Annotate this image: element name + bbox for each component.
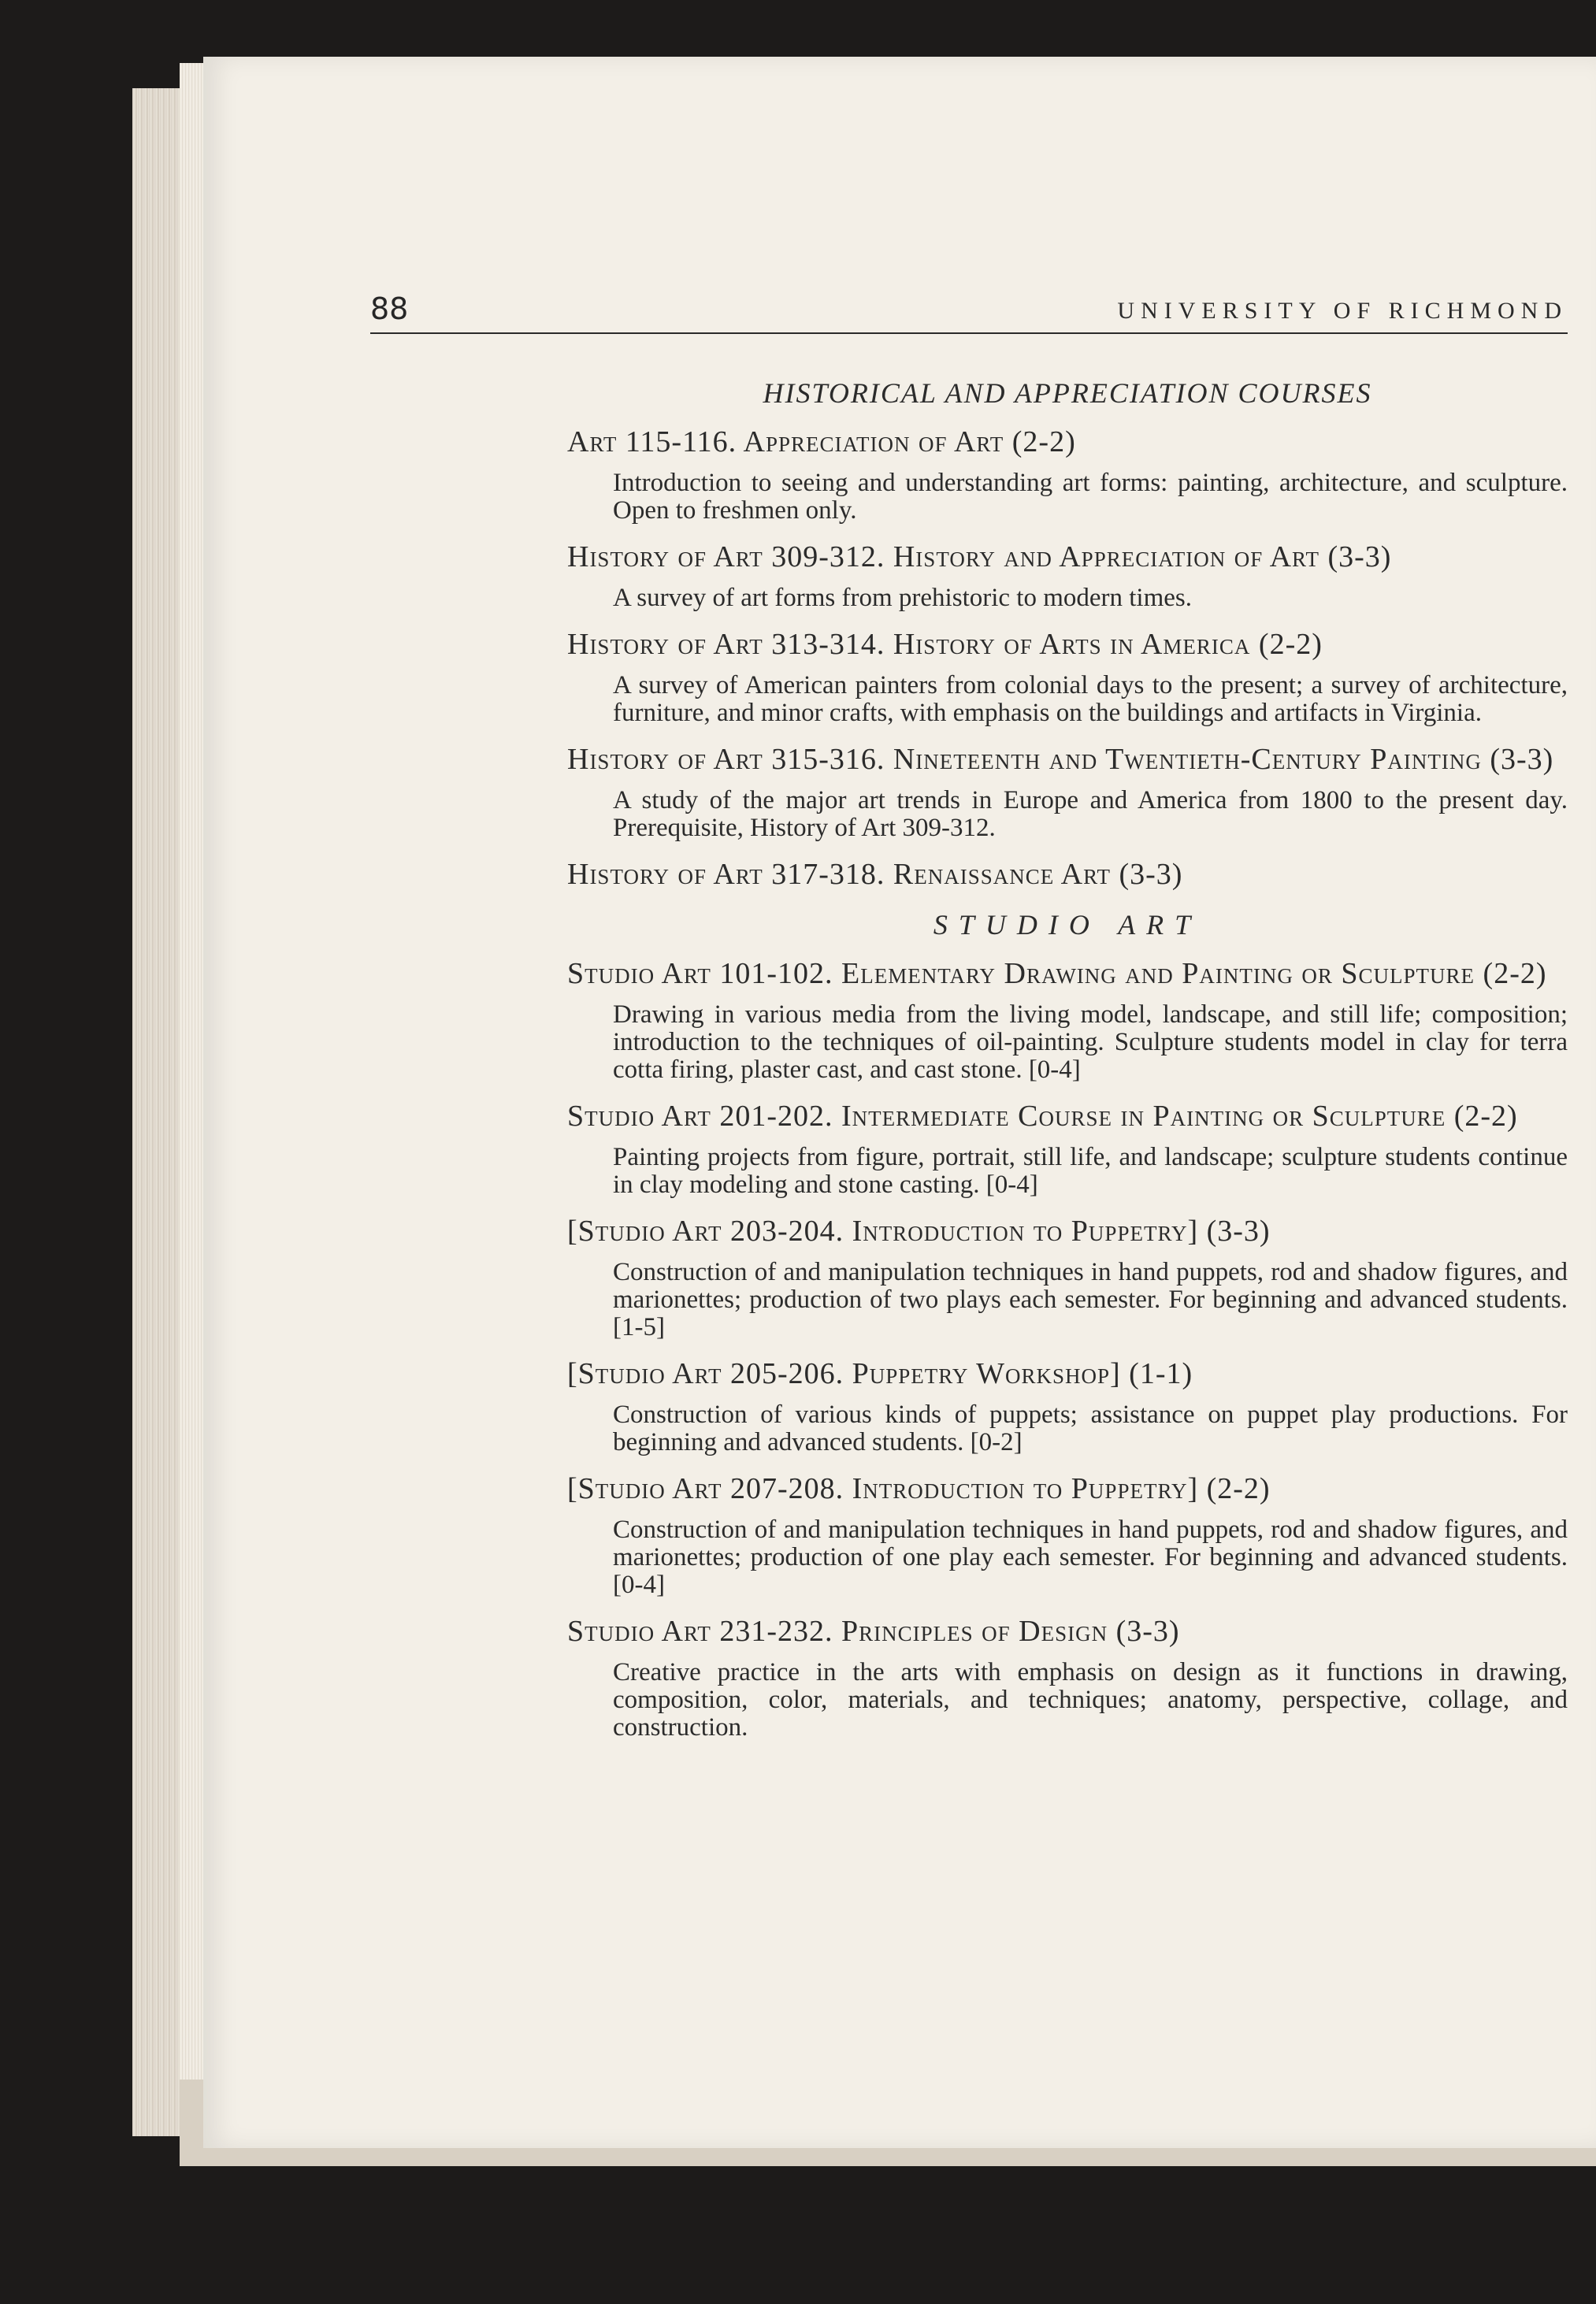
page-content <box>567 377 1568 1742</box>
course-heading: Studio Art 101-102. Elementary Drawing and Painting or Sculpture (2-2) <box>567 957 1547 990</box>
course-heading: Art 115-116. Appreciation of Art (2-2) <box>567 425 1076 458</box>
course-entry <box>567 422 1568 525</box>
page-number: 88 <box>370 291 409 326</box>
section-historical <box>567 377 1568 894</box>
course-heading: [Studio Art 205-206. Puppetry Workshop] (1-1) <box>567 1357 1193 1390</box>
course-entry <box>567 1469 1568 1599</box>
course-heading: Studio Art 201-202. Intermediate Course in Painting or Sculpture (2-2) <box>567 1100 1518 1133</box>
course-entry <box>567 1211 1568 1341</box>
course-heading: History of Art 317-318. Renaissance Art (3-3) <box>567 858 1183 891</box>
course-entry <box>567 740 1568 842</box>
course-description: Creative practice in the arts with emphasis on design as it functions in drawing, composition, color, materials, and techniques; anatomy, perspective, collage, and construction. <box>613 1658 1568 1742</box>
course-description: A study of the major art trends in Europe and America from 1800 to the present day. Prerequisite, History of Art 309-312. <box>613 786 1568 842</box>
course-heading: History of Art 313-314. History of Arts in America (2-2) <box>567 628 1323 661</box>
course-entry <box>567 537 1568 612</box>
course-heading: Studio Art 231-232. Principles of Design (3-3) <box>567 1615 1180 1648</box>
course-entry <box>567 1612 1568 1742</box>
course-description: Construction of and manipulation techniques in hand puppets, rod and shadow figures, and marionettes; production of two plays each semester. For beginning and advanced students. [1-5] <box>613 1258 1568 1341</box>
section-studio <box>567 908 1568 1742</box>
course-description: A survey of art forms from prehistoric to modern times. <box>613 584 1193 612</box>
course-description: A survey of American painters from colonial days to the present; a survey of architecture, furniture, and minor crafts, with emphasis on the buildings and artifacts in Virginia. <box>613 671 1568 727</box>
course-entry <box>567 1096 1568 1199</box>
course-entry <box>567 954 1568 1084</box>
course-entry <box>567 625 1568 727</box>
course-heading: [Studio Art 207-208. Introduction to Puppetry] (2-2) <box>567 1472 1271 1505</box>
course-entry <box>567 855 1568 894</box>
section-title: HISTORICAL AND APPRECIATION COURSES <box>763 377 1372 409</box>
course-heading: [Studio Art 203-204. Introduction to Puppetry] (3-3) <box>567 1215 1271 1248</box>
course-description: Introduction to seeing and understanding art forms: painting, architecture, and sculpture. Open to freshmen only. <box>613 469 1568 525</box>
course-entry <box>567 1354 1568 1456</box>
course-heading: History of Art 315-316. Nineteenth and Twentieth-Century Painting (3-3) <box>567 743 1554 776</box>
running-head <box>370 276 1568 334</box>
running-title: UNIVERSITY OF RICHMOND <box>1117 298 1568 324</box>
course-heading: History of Art 309-312. History and Appreciation of Art (3-3) <box>567 540 1392 573</box>
course-description: Drawing in various media from the living model, landscape, and still life; composition; introduction to the techniques of oil-painting. Sculpture students model in clay for terra cotta firing, plaster cast, and cast stone. [0-4] <box>613 1000 1568 1084</box>
course-description: Construction of and manipulation techniques in hand puppets, rod and shadow figures, and marionettes; production of one play each semester. For beginning and advanced students. [0-4] <box>613 1516 1568 1599</box>
course-description: Painting projects from figure, portrait, still life, and landscape; sculpture students continue in clay modeling and stone casting. [0-4] <box>613 1143 1568 1199</box>
section-title: STUDIO ART <box>933 909 1202 941</box>
course-description: Construction of various kinds of puppets; assistance on puppet play productions. For beginning and advanced students. [0-2] <box>613 1401 1568 1456</box>
